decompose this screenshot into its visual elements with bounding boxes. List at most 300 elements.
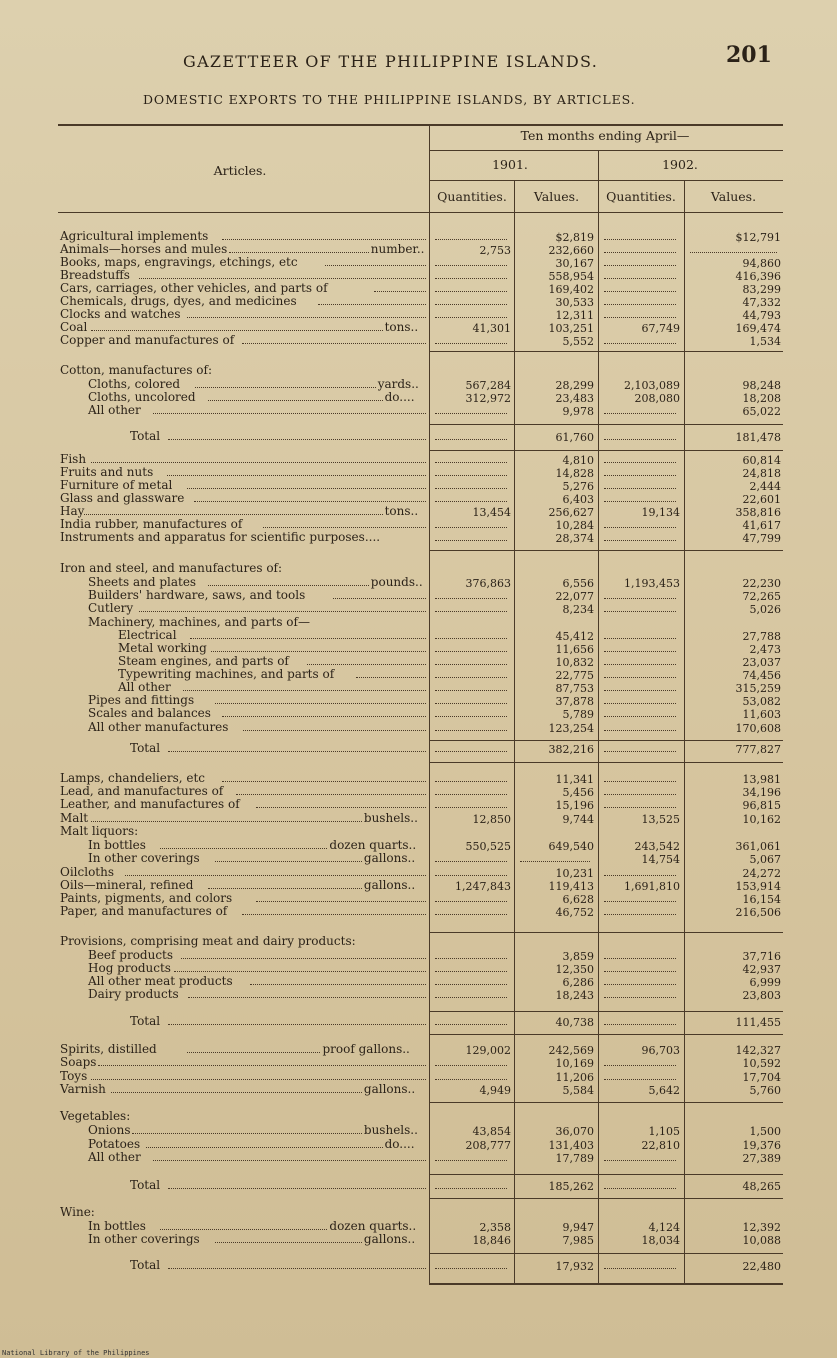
group-heading-row: [0, 825, 837, 838]
empty-cell-dots: [604, 265, 676, 266]
value-1902: 5,026: [749, 603, 781, 616]
empty-cell-dots: [435, 703, 507, 704]
empty-cell-dots: [604, 997, 676, 998]
section-rule: [430, 1102, 783, 1103]
empty-cell-dots: [604, 901, 676, 902]
empty-cell-dots: [435, 527, 507, 528]
value-1901: 14,828: [555, 467, 594, 480]
unit-label: bushels..: [363, 811, 418, 825]
quantity-1902: 1,691,810: [624, 880, 680, 893]
table-row: [0, 1083, 837, 1096]
article-label: Breadstuffs: [60, 268, 130, 282]
article-label: Total: [130, 1258, 161, 1272]
quantity-1902: 96,703: [641, 1044, 680, 1057]
quantity-1902: 1,193,453: [624, 577, 680, 590]
article-label: Clocks and watches: [60, 307, 181, 321]
empty-cell-dots: [604, 598, 676, 599]
leader-dots: [188, 997, 426, 998]
article-label: Animals—horses and mules: [60, 242, 228, 256]
leader-dots: [160, 848, 327, 849]
leader-dots: [215, 861, 362, 862]
value-1902: 53,082: [742, 695, 781, 708]
group-heading-row: [0, 562, 837, 575]
table-row: [0, 1056, 837, 1069]
empty-cell-dots: [435, 1160, 507, 1161]
quantity-1902: 243,542: [634, 840, 680, 853]
total-row: [0, 430, 837, 443]
value-1902: 23,803: [742, 989, 781, 1002]
quantity-1901: 1,247,843: [455, 880, 511, 893]
empty-cell-dots: [435, 971, 507, 972]
article-label: All other: [118, 680, 171, 694]
empty-cell-dots: [435, 611, 507, 612]
unit-label: proof gallons..: [322, 1042, 410, 1056]
total-row: [0, 742, 837, 755]
value-1902: 24,272: [742, 867, 781, 880]
leader-dots: [307, 664, 426, 665]
value-1901: 87,753: [555, 682, 594, 695]
article-label: Lead, and manufactures of: [60, 784, 224, 798]
value-1901: 61,760: [555, 431, 594, 444]
article-label: Leather, and manufactures of: [60, 797, 240, 811]
leader-dots: [215, 703, 426, 704]
total-row: [0, 1259, 837, 1272]
article-label: Paints, pigments, and colors: [60, 891, 233, 905]
value-1902: 315,259: [735, 682, 781, 695]
period-rule: [430, 150, 783, 151]
article-label: Oils—mineral, refined: [60, 878, 194, 892]
value-1902: 42,937: [742, 963, 781, 976]
value-1902: 169,474: [735, 322, 781, 335]
table-title: DOMESTIC EXPORTS TO THE PHILIPPINE ISLANDS, BY ARTICLES.: [143, 92, 636, 107]
unit-label: bushels..: [363, 1123, 418, 1137]
value-1901: 558,954: [548, 270, 594, 283]
empty-cell-dots: [435, 914, 507, 915]
table-row: [0, 905, 837, 918]
value-1901: 28,374: [555, 532, 594, 545]
unit-label: number..: [370, 242, 425, 256]
empty-cell-dots: [435, 439, 507, 440]
value-1901: 103,251: [548, 322, 594, 335]
quantity-1901: 2,753: [479, 244, 511, 257]
article-label: Iron and steel, and manufactures of:: [60, 561, 283, 575]
value-1902: 2,444: [749, 480, 781, 493]
leader-dots: [187, 488, 426, 489]
header-values-1901: Values.: [533, 189, 580, 204]
value-1902: 19,376: [742, 1139, 781, 1152]
value-1902: 94,860: [742, 257, 781, 270]
leader-dots: [139, 611, 426, 612]
empty-cell-dots: [435, 984, 507, 985]
value-1901: 9,947: [562, 1221, 594, 1234]
article-label: Dairy products: [88, 987, 179, 1001]
value-1902: 22,230: [742, 577, 781, 590]
unit-label: pounds..: [370, 575, 423, 589]
unit-label: yards..: [377, 377, 419, 391]
article-label: Spirits, distilled: [60, 1042, 157, 1056]
article-label: Sheets and plates: [88, 575, 197, 589]
section-rule: [430, 1034, 783, 1035]
leader-dots: [187, 317, 426, 318]
leader-dots: [263, 527, 426, 528]
empty-cell-dots: [435, 317, 507, 318]
empty-cell-dots: [435, 677, 507, 678]
article-label: India rubber, manufactures of: [60, 517, 243, 531]
empty-cell-dots: [604, 239, 676, 240]
leader-dots: [174, 971, 426, 972]
value-1901: 119,413: [548, 880, 594, 893]
value-1902: 47,332: [742, 296, 781, 309]
article-label: All other manufactures: [88, 720, 229, 734]
value-1902: 5,760: [749, 1084, 781, 1097]
leader-dots: [91, 330, 383, 331]
unit-label: dozen quarts..: [329, 838, 417, 852]
leader-dots: [91, 1079, 426, 1080]
value-1901: 123,254: [548, 722, 594, 735]
value-1902: 34,196: [742, 786, 781, 799]
table-row: [0, 492, 837, 505]
empty-cell-dots: [435, 475, 507, 476]
value-1901: 649,540: [548, 840, 594, 853]
value-1901: 6,556: [562, 577, 594, 590]
leader-dots: [91, 821, 362, 822]
value-1901: 22,775: [555, 669, 594, 682]
leader-dots: [168, 1024, 427, 1025]
leader-dots: [153, 1160, 426, 1161]
article-label: Cloths, colored: [88, 377, 181, 391]
leader-dots: [168, 1268, 427, 1269]
value-1901: 17,932: [555, 1260, 594, 1273]
header-values-1902: Values.: [710, 189, 757, 204]
article-label: Total: [130, 1014, 161, 1028]
value-1901: 10,832: [555, 656, 594, 669]
value-1901: 169,402: [548, 283, 594, 296]
empty-cell-dots: [435, 291, 507, 292]
article-label: Cloths, uncolored: [88, 390, 196, 404]
leader-dots: [139, 278, 426, 279]
empty-cell-dots: [604, 501, 676, 502]
leader-dots: [229, 252, 369, 253]
value-1902: 111,455: [735, 1016, 781, 1029]
section-rule: [430, 1283, 783, 1285]
value-1902: 170,608: [735, 722, 781, 735]
header-quantities-1902: Quantities.: [606, 189, 676, 204]
leader-dots: [374, 291, 427, 292]
value-1902: 10,088: [742, 1234, 781, 1247]
value-1901: 36,070: [555, 1125, 594, 1138]
value-1902: 142,327: [735, 1044, 781, 1057]
value-1901: 3,859: [562, 950, 594, 963]
value-1901: 10,231: [555, 867, 594, 880]
leader-dots: [211, 651, 426, 652]
section-rule: [430, 932, 783, 933]
article-label: Malt: [60, 811, 89, 825]
article-label: Copper and manufactures of: [60, 333, 235, 347]
table-row: [0, 334, 837, 347]
section-rule: [430, 1174, 783, 1175]
article-label: Hog products: [88, 961, 171, 975]
empty-cell-dots: [520, 861, 590, 862]
value-1902: 74,456: [742, 669, 781, 682]
leader-dots: [318, 304, 426, 305]
value-1902: $12,791: [735, 231, 781, 244]
empty-cell-dots: [604, 971, 676, 972]
leader-dots: [195, 387, 376, 388]
empty-cell-dots: [604, 958, 676, 959]
group-heading-row: [0, 364, 837, 377]
article-label: Steam engines, and parts of: [118, 654, 289, 668]
unit-label: tons..: [384, 504, 419, 518]
value-1901: 28,299: [555, 379, 594, 392]
total-row: [0, 1015, 837, 1028]
value-1901: 6,628: [562, 893, 594, 906]
empty-cell-dots: [435, 1065, 507, 1066]
quantity-1902: 14,754: [641, 853, 680, 866]
value-1902: 96,815: [742, 799, 781, 812]
leader-dots: [125, 875, 426, 876]
value-1901: $2,819: [555, 231, 594, 244]
section-rule: [430, 1198, 783, 1199]
empty-cell-dots: [435, 716, 507, 717]
quantity-1901: 13,454: [472, 506, 511, 519]
table-row: [0, 1043, 837, 1056]
quantity-1902: 5,642: [648, 1084, 680, 1097]
leader-dots: [181, 958, 426, 959]
leader-dots: [250, 984, 426, 985]
quantity-1901: 41,301: [472, 322, 511, 335]
empty-cell-dots: [435, 807, 507, 808]
value-1902: 22,601: [742, 493, 781, 506]
value-1901: 46,752: [555, 906, 594, 919]
empty-cell-dots: [604, 611, 676, 612]
leader-dots: [194, 501, 426, 502]
value-1902: 41,617: [742, 519, 781, 532]
value-1902: 12,392: [742, 1221, 781, 1234]
empty-cell-dots: [604, 794, 676, 795]
unit-label: dozen quarts..: [329, 1219, 417, 1233]
value-1902: 23,037: [742, 656, 781, 669]
empty-cell-dots: [435, 730, 507, 731]
leader-dots: [208, 400, 382, 401]
empty-cell-dots: [604, 413, 676, 414]
value-1902: 1,534: [749, 335, 781, 348]
value-1901: 5,456: [562, 786, 594, 799]
value-1902: 153,914: [735, 880, 781, 893]
header-period: Ten months ending April—: [520, 128, 690, 143]
value-1902: 6,999: [749, 976, 781, 989]
empty-cell-dots: [435, 304, 507, 305]
empty-cell-dots: [604, 703, 676, 704]
empty-cell-dots: [435, 651, 507, 652]
article-label: Lamps, chandeliers, etc: [60, 771, 206, 785]
group-heading-row: [0, 1206, 837, 1219]
article-label: Varnish: [60, 1082, 106, 1096]
leader-dots: [167, 475, 427, 476]
value-1902: 65,022: [742, 405, 781, 418]
value-1901: 30,533: [555, 296, 594, 309]
empty-cell-dots: [604, 730, 676, 731]
value-1901: 5,789: [562, 708, 594, 721]
article-label: Total: [130, 741, 161, 755]
section-rule: [430, 1011, 783, 1012]
unit-label: gallons..: [363, 878, 416, 892]
value-1902: 10,162: [742, 813, 781, 826]
value-1902: 777,827: [735, 743, 781, 756]
article-label: In other coverings: [88, 851, 200, 865]
article-label: Cars, carriages, other vehicles, and parts of: [60, 281, 328, 295]
unit-label: do....: [384, 390, 415, 404]
empty-cell-dots: [690, 252, 777, 253]
article-label: Coal: [60, 320, 88, 334]
empty-cell-dots: [604, 527, 676, 528]
empty-cell-dots: [435, 488, 507, 489]
leader-dots: [183, 690, 426, 691]
table-row: [0, 1233, 837, 1246]
empty-cell-dots: [604, 278, 676, 279]
value-1901: 40,738: [555, 1016, 594, 1029]
article-label: Typewriting machines, and parts of: [118, 667, 335, 681]
value-1901: 5,584: [562, 1084, 594, 1097]
quantity-1902: 19,134: [641, 506, 680, 519]
empty-cell-dots: [435, 997, 507, 998]
quantity-1902: 13,525: [641, 813, 680, 826]
value-1902: 1,500: [749, 1125, 781, 1138]
value-1901: 12,311: [555, 309, 594, 322]
section-rule: [430, 740, 783, 741]
running-head: [0, 42, 837, 72]
value-1902: 22,480: [742, 1260, 781, 1273]
table-row: [0, 1124, 837, 1137]
value-1902: 27,788: [742, 630, 781, 643]
article-label: Pipes and fittings: [88, 693, 195, 707]
value-1901: 37,878: [555, 695, 594, 708]
unit-label: do....: [384, 1137, 415, 1151]
empty-cell-dots: [604, 291, 676, 292]
quantity-1901: 2,358: [479, 1221, 511, 1234]
article-label: Hay: [60, 504, 85, 518]
table-row: [0, 602, 837, 615]
quantity-1901: 376,863: [465, 577, 511, 590]
leader-dots: [242, 343, 426, 344]
value-1901: 15,196: [555, 799, 594, 812]
value-1902: 60,814: [742, 454, 781, 467]
total-row: [0, 1179, 837, 1192]
header-bottom-rule: [58, 212, 783, 213]
value-1901: 11,341: [555, 773, 594, 786]
empty-cell-dots: [435, 638, 507, 639]
article-label: Cutlery: [88, 601, 134, 615]
empty-cell-dots: [435, 958, 507, 959]
value-1901: 232,660: [548, 244, 594, 257]
empty-cell-dots: [604, 875, 676, 876]
group-heading-row: [0, 935, 837, 948]
article-label: Books, maps, engravings, etchings, etc: [60, 255, 298, 269]
section-rule: [430, 351, 783, 352]
leader-dots: [242, 914, 426, 915]
table-row: [0, 404, 837, 417]
quantity-1902: 1,105: [648, 1125, 680, 1138]
value-1902: 181,478: [735, 431, 781, 444]
value-1901: 382,216: [548, 743, 594, 756]
empty-cell-dots: [604, 439, 676, 440]
value-1902: 37,716: [742, 950, 781, 963]
leader-dots: [222, 716, 426, 717]
table-row: [0, 852, 837, 865]
value-1901: 131,403: [548, 1139, 594, 1152]
value-1902: 27,389: [742, 1152, 781, 1165]
group-heading-row: [0, 1110, 837, 1123]
leader-dots: [256, 901, 426, 902]
leader-dots: [222, 781, 426, 782]
value-1901: 6,286: [562, 976, 594, 989]
article-label: All other: [88, 1150, 141, 1164]
article-label: Furniture of metal: [60, 478, 173, 492]
year-rule: [430, 180, 783, 181]
empty-cell-dots: [604, 540, 676, 541]
article-label: In bottles: [88, 838, 146, 852]
empty-cell-dots: [435, 598, 507, 599]
leader-dots: [208, 585, 369, 586]
empty-cell-dots: [604, 1160, 676, 1161]
leader-dots: [168, 439, 427, 440]
leader-dots: [325, 265, 426, 266]
leader-dots: [190, 638, 426, 639]
empty-cell-dots: [604, 304, 676, 305]
article-label: Chemicals, drugs, dyes, and medicines: [60, 294, 297, 308]
article-label: All other meat products: [88, 974, 233, 988]
article-label: Fish: [60, 452, 87, 466]
article-label: Soaps: [60, 1055, 97, 1069]
leader-dots: [208, 888, 362, 889]
value-1901: 5,552: [562, 335, 594, 348]
value-1901: 6,403: [562, 493, 594, 506]
value-1901: 17,789: [555, 1152, 594, 1165]
value-1901: 11,206: [555, 1071, 594, 1084]
value-1902: 44,793: [742, 309, 781, 322]
article-label: Metal working: [118, 641, 207, 655]
empty-cell-dots: [604, 807, 676, 808]
value-1901: 23,483: [555, 392, 594, 405]
leader-dots: [168, 1188, 427, 1189]
empty-cell-dots: [435, 278, 507, 279]
quantity-1901: 12,850: [472, 813, 511, 826]
section-rule: [430, 424, 783, 425]
value-1901: 12,350: [555, 963, 594, 976]
value-1901: 4,810: [562, 454, 594, 467]
empty-cell-dots: [435, 1079, 507, 1080]
empty-cell-dots: [604, 1188, 676, 1189]
empty-cell-dots: [604, 462, 676, 463]
empty-cell-dots: [604, 1065, 676, 1066]
section-rule: [430, 762, 783, 763]
empty-cell-dots: [435, 265, 507, 266]
value-1901: 45,412: [555, 630, 594, 643]
quantity-1902: 2,103,089: [624, 379, 680, 392]
value-1901: 9,978: [562, 405, 594, 418]
empty-cell-dots: [435, 794, 507, 795]
quantity-1901: 18,846: [472, 1234, 511, 1247]
article-label: Total: [130, 1178, 161, 1192]
article-label: Potatoes: [88, 1137, 141, 1151]
value-1901: 11,656: [555, 643, 594, 656]
value-1902: 361,061: [735, 840, 781, 853]
quantity-1901: 208,777: [465, 1139, 511, 1152]
leader-dots: [215, 1242, 362, 1243]
article-label: Glass and glassware: [60, 491, 185, 505]
leader-dots: [132, 1133, 362, 1134]
value-1902: 17,704: [742, 1071, 781, 1084]
empty-cell-dots: [604, 317, 676, 318]
